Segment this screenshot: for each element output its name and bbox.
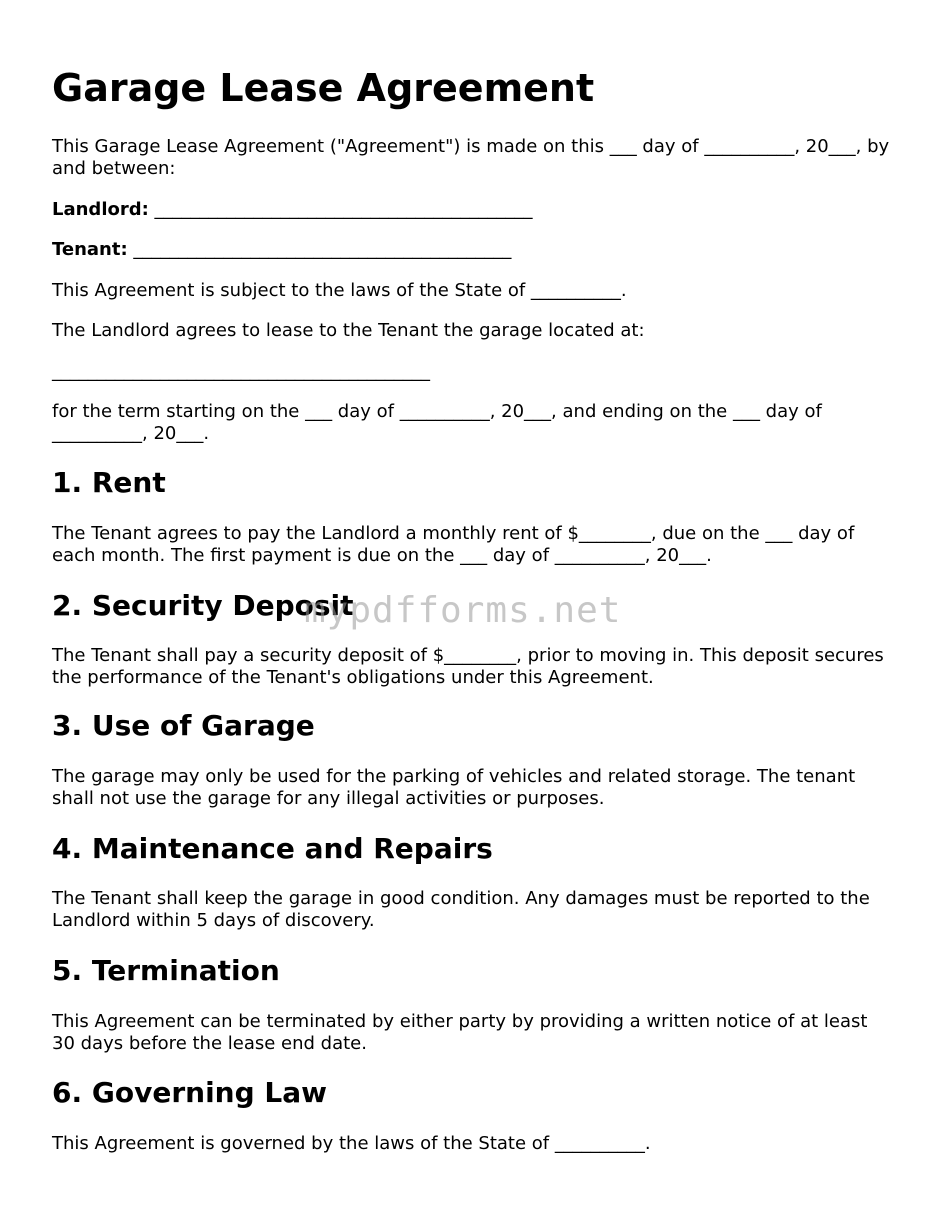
- tenant-line: [52, 239, 894, 261]
- landlord-label: Landlord:: [52, 199, 149, 220]
- section-body-termination: This Agreement can be terminated by either party by providing a written notice of at least 30 days before the lease end date.: [52, 1011, 868, 1054]
- intro-paragraph: This Garage Lease Agreement ("Agreement") is made on this ___ day of __________, 20___, by and between:: [52, 136, 890, 179]
- section-body-rent: The Tenant agrees to pay the Landlord a monthly rent of $________, due on the ___ day of each month. The first payment is due on the ___ day of __________, 20___.: [52, 523, 855, 566]
- section-heading-termination: 5. Termination: [52, 954, 280, 987]
- section-heading-maintenance: 4. Maintenance and Repairs: [52, 832, 493, 865]
- tenant-blank: __________________________________________: [133, 239, 512, 260]
- section-body-governing-law: This Agreement is governed by the laws of the State of __________.: [52, 1133, 651, 1154]
- section-body-security-deposit: The Tenant shall pay a security deposit of $________, prior to moving in. This deposit secures the performance of the Tenant's obligations under this Agreement.: [52, 645, 884, 688]
- lease-intro-paragraph: The Landlord agrees to lease to the Tenant the garage located at:: [52, 320, 645, 341]
- section-heading-governing-law: 6. Governing Law: [52, 1076, 327, 1109]
- section-heading-security-deposit: 2. Security Deposit: [52, 589, 354, 622]
- landlord-line: [52, 199, 894, 221]
- term-paragraph: for the term starting on the ___ day of __________, 20___, and ending on the ___ day of __________, 20___.: [52, 401, 822, 444]
- section-body-maintenance: The Tenant shall keep the garage in good condition. Any damages must be reported to the Landlord within 5 days of discovery.: [52, 888, 870, 931]
- subject-to-paragraph: This Agreement is subject to the laws of the State of __________.: [52, 280, 627, 301]
- watermark: mypdfforms.net: [304, 590, 622, 631]
- section-heading-use-of-garage: 3. Use of Garage: [52, 709, 315, 742]
- landlord-blank: __________________________________________: [154, 199, 533, 220]
- section-heading-rent: 1. Rent: [52, 466, 166, 499]
- section-body-use-of-garage: The garage may only be used for the parking of vehicles and related storage. The tenant shall not use the garage for any illegal activities or purposes.: [52, 766, 856, 809]
- address-blank: __________________________________________: [52, 361, 430, 382]
- document-title: Garage Lease Agreement: [52, 66, 595, 110]
- tenant-label: Tenant:: [52, 239, 128, 260]
